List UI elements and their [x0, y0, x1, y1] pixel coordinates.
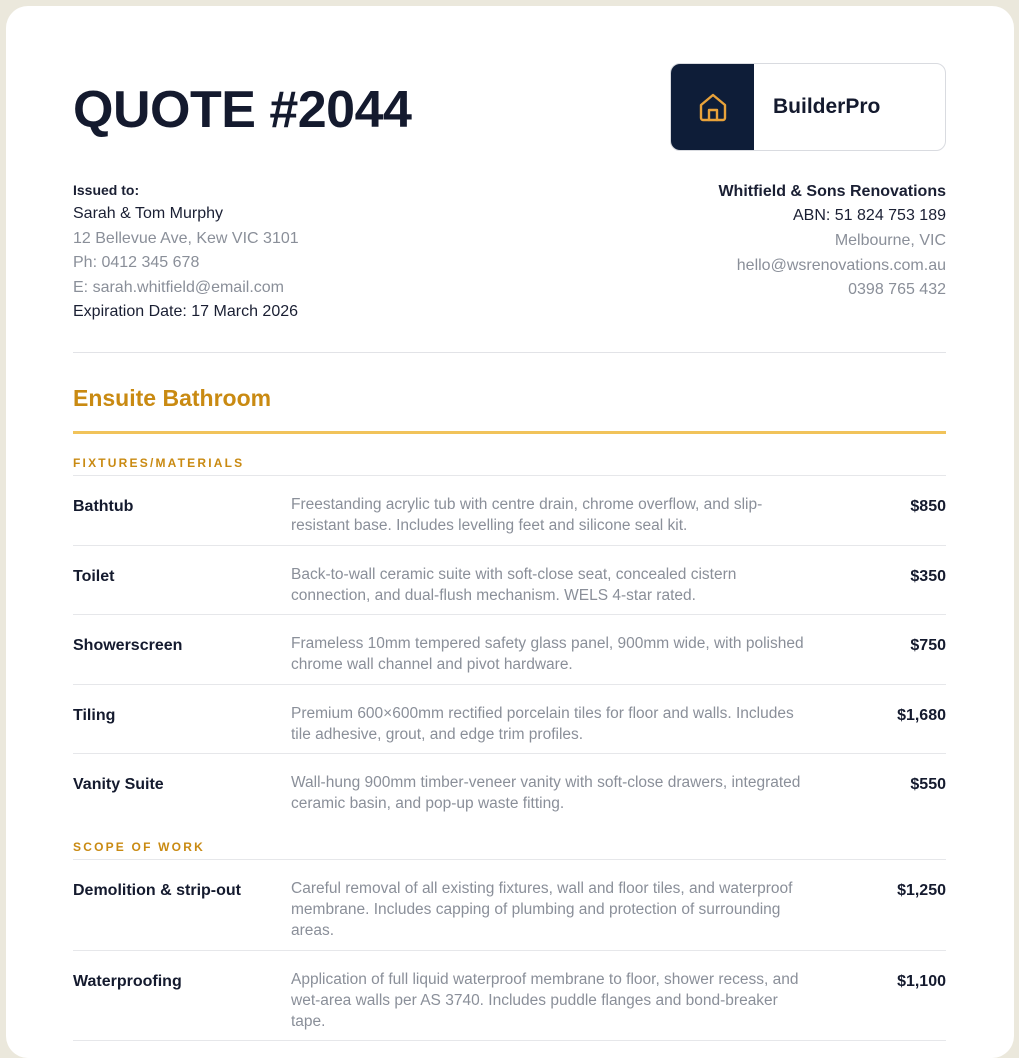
company-location: Melbourne, VIC	[834, 231, 946, 249]
line-item-row	[73, 545, 946, 614]
group-label-scope: SCOPE OF WORK	[73, 840, 205, 854]
line-item-price: $1,250	[897, 882, 946, 899]
line-item-row	[73, 475, 946, 545]
line-item-row	[73, 950, 946, 1040]
line-item-description: Back-to-wall ceramic suite with soft-close seat, concealed cistern connection, and dual-flush mechanism. WELS 4-star rated.	[291, 566, 737, 604]
brand-name: BuilderPro	[773, 95, 881, 118]
line-item-price: $750	[910, 637, 946, 654]
client-name: Sarah & Tom Murphy	[73, 205, 223, 222]
company-phone: 0398 765 432	[848, 281, 946, 299]
brand-badge	[670, 63, 946, 151]
line-item-price: $1,680	[897, 707, 946, 724]
line-item-price: $850	[910, 498, 946, 515]
quote-title: QUOTE #2044	[73, 81, 412, 139]
line-item-price: $1,100	[897, 973, 946, 990]
line-item-row	[73, 859, 946, 950]
company-email: hello@wsrenovations.com.au	[736, 256, 946, 274]
line-item-description: Premium 600×600mm rectified porcelain tiles for floor and walls. Includes tile adhesive, grout, and edge trim profiles.	[291, 705, 794, 743]
house-icon	[671, 64, 754, 150]
line-item-name: Toilet	[73, 568, 115, 585]
company-abn: ABN: 51 824 753 189	[792, 207, 946, 224]
client-email: E: sarah.whitfield@email.com	[73, 278, 284, 296]
table-bottom-divider	[73, 1040, 946, 1041]
client-phone: Ph: 0412 345 678	[73, 254, 200, 271]
line-item-name: Showerscreen	[73, 637, 183, 654]
line-item-price: $350	[910, 568, 946, 585]
header-divider	[73, 352, 946, 353]
section-underline	[73, 431, 946, 434]
line-item-name: Tiling	[73, 707, 116, 724]
line-item-description: Frameless 10mm tempered safety glass panel, 900mm wide, with polished chrome wall channel and pivot hardware.	[291, 635, 804, 673]
line-item-row	[73, 614, 946, 684]
client-details	[73, 182, 299, 328]
line-item-description: Application of full liquid waterproof membrane to floor, shower recess, and wet-area walls per AS 3740. Includes puddle flanges and bond-breaker tape.	[291, 971, 799, 1030]
line-item-price: $550	[910, 776, 946, 793]
quote-card	[6, 6, 1014, 1058]
company-name: Whitfield & Sons Renovations	[718, 183, 946, 200]
issued-to-label: Issued to:	[73, 182, 140, 198]
line-item-description: Careful removal of all existing fixtures, wall and floor tiles, and waterproof membrane. Includes capping of plumbing and protection of surrounding areas.	[291, 880, 793, 939]
client-address: 12 Bellevue Ave, Kew VIC 3101	[73, 229, 299, 247]
section-title: Ensuite Bathroom	[73, 385, 272, 411]
line-item-row	[73, 753, 946, 823]
line-item-name: Waterproofing	[73, 973, 182, 990]
line-item-row	[73, 684, 946, 753]
company-details	[718, 183, 946, 306]
line-item-name: Vanity Suite	[73, 776, 164, 793]
line-item-name: Bathtub	[73, 498, 134, 515]
expiration-date: Expiration Date: 17 March 2026	[73, 303, 299, 320]
line-item-description: Wall-hung 900mm timber-veneer vanity with soft-close drawers, integrated ceramic basin, and pop-up waste fitting.	[291, 774, 801, 812]
line-item-description: Freestanding acrylic tub with centre drain, chrome overflow, and slip-resistant base. Includes levelling feet and silicone seal kit.	[291, 496, 763, 534]
group-label-fixtures: FIXTURES/MATERIALS	[73, 456, 245, 470]
line-item-name: Demolition & strip-out	[73, 882, 241, 899]
